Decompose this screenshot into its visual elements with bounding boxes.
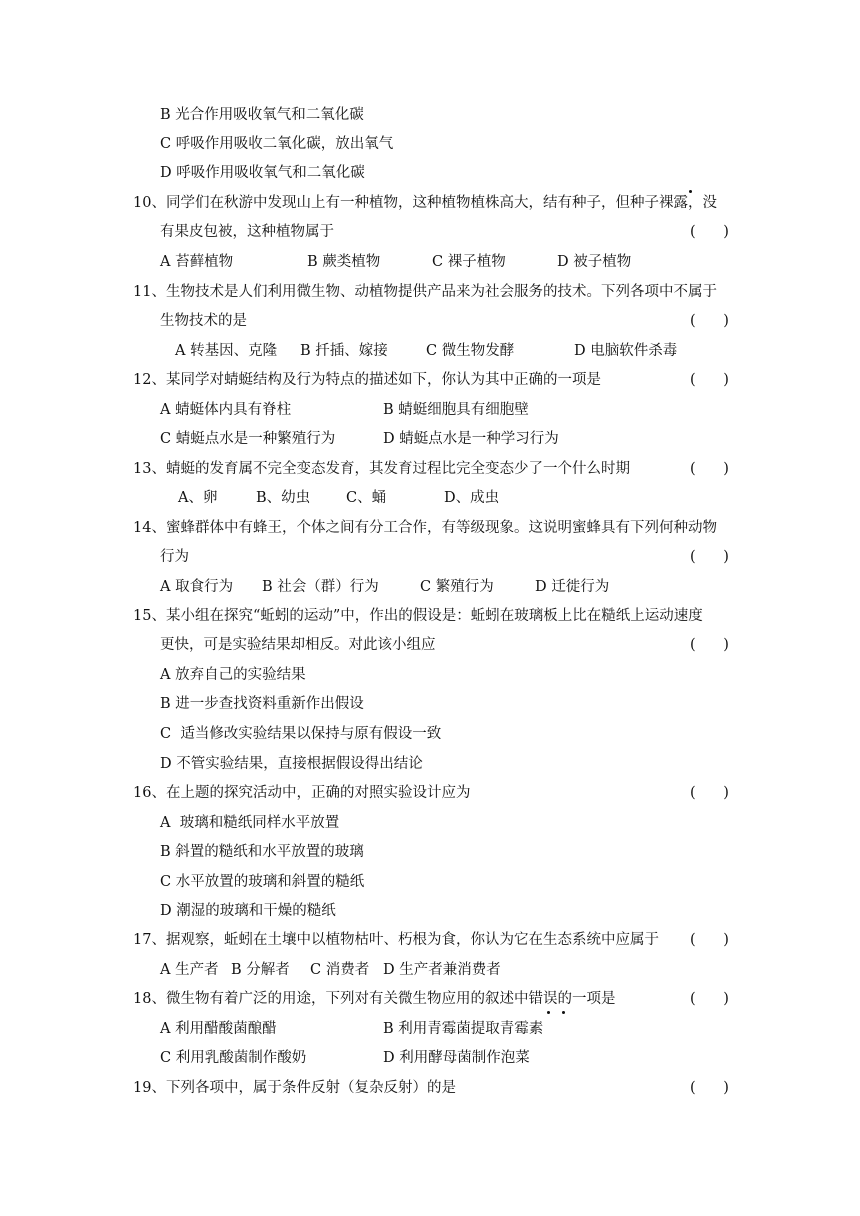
answer-blank: ( ) (690, 785, 729, 801)
question-14-line-2: 行为 (160, 549, 189, 565)
option-text: B 进一步查找资料重新作出假设 (160, 696, 364, 712)
option-text: B 社会（群）行为 (262, 579, 379, 595)
option-text: A 蜻蜓体内具有脊柱 (160, 402, 292, 418)
option-text: D、成虫 (444, 490, 500, 506)
option-text: B 利用青霉菌提取青霉素 (383, 1021, 544, 1037)
option-text: A 取食行为 (160, 579, 234, 595)
option-text: B 扦插、嫁接 (300, 343, 388, 359)
question-10-line-1: 10、同学们在秋游中发现山上有一种植物，这种植物植株高大，结有种子，但种子裸露，没 (133, 195, 717, 211)
option-text: D 被子植物 (557, 254, 632, 270)
option-text: D 呼吸作用吸收氧气和二氧化碳 (160, 165, 365, 181)
answer-blank: ( ) (690, 461, 729, 477)
option-text: A 利用醋酸菌酿醋 (160, 1021, 277, 1037)
option-text: B、幼虫 (256, 490, 311, 506)
answer-blank: ( ) (690, 932, 729, 948)
option-text: A 转基因、克隆 (175, 343, 278, 359)
option-text: D 生产者兼消费者 (383, 962, 501, 978)
answer-blank: ( ) (690, 372, 729, 388)
option-text: B 分解者 (231, 962, 290, 978)
option-text: A、卵 (178, 490, 218, 506)
option-text: C 适当修改实验结果以保持与原有假设一致 (160, 726, 442, 742)
question-15-line-2: 更快，可是实验结果却相反。对此该小组应 (160, 637, 436, 653)
answer-blank: ( ) (690, 991, 729, 1007)
question-11-line-1: 11、生物技术是人们利用微生物、动植物提供产品来为社会服务的技术。下列各项中不属于 (133, 284, 717, 300)
option-text: C 繁殖行为 (420, 579, 494, 595)
option-text: D 不管实验结果，直接根据假设得出结论 (160, 756, 423, 772)
option-text: C 蜻蜓点水是一种繁殖行为 (160, 431, 336, 447)
option-text: D 电脑软件杀毒 (574, 343, 678, 359)
option-text: D 潮湿的玻璃和干燥的糙纸 (160, 903, 336, 919)
emphasis-dot (562, 1011, 565, 1014)
option-text: B 光合作用吸收氧气和二氧化碳 (160, 107, 364, 123)
option-text: A 玻璃和糙纸同样水平放置 (160, 815, 340, 831)
option-text: D 迁徙行为 (535, 579, 610, 595)
option-text: A 苔藓植物 (160, 254, 234, 270)
answer-blank: ( ) (690, 1080, 729, 1096)
option-text: C 水平放置的玻璃和斜置的糙纸 (160, 874, 365, 890)
option-text: C 利用乳酸菌制作酸奶 (160, 1050, 307, 1066)
answer-blank: ( ) (690, 549, 729, 565)
answer-blank: ( ) (690, 224, 729, 240)
option-text: C 微生物发酵 (426, 343, 515, 359)
question-16-line-1: 16、在上题的探究活动中，正确的对照实验设计应为 (133, 785, 471, 801)
option-text: C 呼吸作用吸收二氧化碳，放出氧气 (160, 136, 394, 152)
question-18-line-1: 18、微生物有着广泛的用途，下列对有关微生物应用的叙述中错误的一项是 (133, 991, 616, 1007)
option-text: B 斜置的糙纸和水平放置的玻璃 (160, 844, 364, 860)
question-11-line-2: 生物技术的是 (160, 313, 247, 329)
answer-blank: ( ) (690, 313, 729, 329)
answer-blank: ( ) (690, 637, 729, 653)
question-15-line-1: 15、某小组在探究“蚯蚓的运动”中，作出的假设是：蚯蚓在玻璃板上比在糙纸上运动速度 (133, 608, 703, 624)
option-text: B 蜻蜓细胞具有细胞壁 (383, 402, 529, 418)
question-19-line-1: 19、下列各项中，属于条件反射（复杂反射）的是 (133, 1080, 456, 1096)
question-12-line-1: 12、某同学对蜻蜓结构及行为特点的描述如下，你认为其中正确的一项是 (133, 372, 601, 388)
question-14-line-1: 14、蜜蜂群体中有蜂王，个体之间有分工合作，有等级现象。这说明蜜蜂具有下列何种动物 (133, 520, 717, 536)
option-text: C 消费者 (310, 962, 370, 978)
option-text: C、蛹 (346, 490, 387, 506)
option-text: C 裸子植物 (432, 254, 506, 270)
option-text: D 利用酵母菌制作泡菜 (383, 1050, 530, 1066)
emphasis-dot (547, 1011, 550, 1014)
option-text: D 蜻蜓点水是一种学习行为 (383, 431, 559, 447)
option-text: B 蕨类植物 (307, 254, 381, 270)
question-10-line-2: 有果皮包被，这种植物属于 (160, 224, 334, 240)
question-13-line-1: 13、蜻蜓的发育属不完全变态发育，其发育过程比完全变态少了一个什么时期 (133, 461, 630, 477)
question-17-line-1: 17、据观察，蚯蚓在土壤中以植物枯叶、朽根为食，你认为它在生态系统中应属于 (133, 932, 659, 948)
option-text: A 生产者 (160, 962, 219, 978)
option-text: A 放弃自己的实验结果 (160, 667, 306, 683)
emphasis-dot (689, 190, 692, 193)
